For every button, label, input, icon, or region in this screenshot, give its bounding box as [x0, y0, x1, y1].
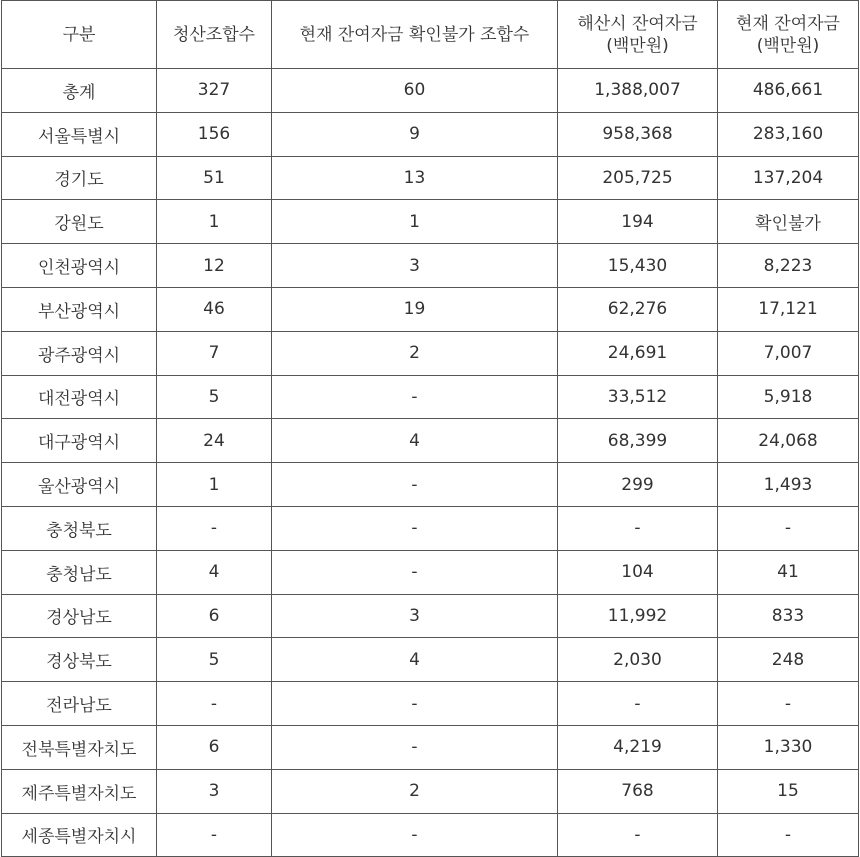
current-balance-cell: 833 [718, 594, 859, 638]
region-cell: 부산광역시 [2, 287, 157, 331]
region-cell: 경상남도 [2, 594, 157, 638]
liquidated-count-cell: - [157, 506, 272, 550]
dissolution-balance-cell: 1,388,007 [558, 69, 718, 113]
region-cell: 전라남도 [2, 682, 157, 726]
table-row [2, 769, 859, 813]
region-cell: 광주광역시 [2, 331, 157, 375]
current-balance-header-line: (백만원) [756, 35, 820, 56]
dissolution-balance-cell: 15,430 [558, 244, 718, 288]
region-cell: 전북특별자치도 [2, 725, 157, 769]
current-balance-cell: 1,330 [718, 725, 859, 769]
region-cell: 대구광역시 [2, 419, 157, 463]
current-balance-cell: 17,121 [718, 287, 859, 331]
unverified-count-cell: 2 [272, 331, 558, 375]
current-balance-cell: 확인불가 [718, 200, 859, 244]
table-row [2, 112, 859, 156]
current-balance-cell: 283,160 [718, 112, 859, 156]
dissolution-balance-cell: - [558, 506, 718, 550]
liquidated-count-cell: 51 [157, 156, 272, 200]
table-row [2, 375, 859, 419]
current-balance-cell: 15 [718, 769, 859, 813]
dissolution-balance-cell: 11,992 [558, 594, 718, 638]
dissolution-balance-cell: - [558, 813, 718, 857]
current-balance-cell: 8,223 [718, 244, 859, 288]
current-balance-cell: 7,007 [718, 331, 859, 375]
unverified-count-cell: - [272, 375, 558, 419]
current-balance-header [718, 1, 859, 69]
dissolution-balance-cell: - [558, 682, 718, 726]
table-body [2, 69, 859, 857]
table-row [2, 287, 859, 331]
liquidated-count-header [157, 1, 272, 69]
unverified-count-cell: 4 [272, 638, 558, 682]
current-balance-cell: 24,068 [718, 419, 859, 463]
region-cell: 충청남도 [2, 550, 157, 594]
dissolution-balance-cell: 62,276 [558, 287, 718, 331]
table-row [2, 638, 859, 682]
unverified-count-cell: 9 [272, 112, 558, 156]
table-row [2, 463, 859, 507]
liquidated-count-cell: 4 [157, 550, 272, 594]
region-cell: 서울특별시 [2, 112, 157, 156]
unverified-count-cell: - [272, 506, 558, 550]
current-balance-cell: - [718, 682, 859, 726]
region-cell: 경상북도 [2, 638, 157, 682]
dissolution-balance-header-line: (백만원) [606, 35, 669, 56]
liquidated-count-cell: 24 [157, 419, 272, 463]
liquidated-count-cell: 1 [157, 463, 272, 507]
unverified-count-cell: - [272, 813, 558, 857]
liquidated-count-cell: 6 [157, 725, 272, 769]
unverified-count-cell: 19 [272, 287, 558, 331]
dissolution-balance-cell: 24,691 [558, 331, 718, 375]
table-row [2, 813, 859, 857]
table-row [2, 419, 859, 463]
current-balance-cell: 5,918 [718, 375, 859, 419]
unverified-count-cell: 13 [272, 156, 558, 200]
current-balance-cell: 137,204 [718, 156, 859, 200]
unverified-count-cell: 1 [272, 200, 558, 244]
region-cell: 총계 [2, 69, 157, 113]
table-row [2, 550, 859, 594]
current-balance-cell: - [718, 813, 859, 857]
unverified-count-cell: - [272, 682, 558, 726]
dissolution-balance-header [558, 1, 718, 69]
table-row [2, 331, 859, 375]
liquidated-count-cell: 6 [157, 594, 272, 638]
liquidated-count-cell: 7 [157, 331, 272, 375]
table-row [2, 682, 859, 726]
region-cell: 인천광역시 [2, 244, 157, 288]
dissolution-balance-cell: 68,399 [558, 419, 718, 463]
dissolution-balance-cell: 104 [558, 550, 718, 594]
current-balance-cell: 248 [718, 638, 859, 682]
region-header-line: 구분 [62, 24, 96, 45]
current-balance-cell: 1,493 [718, 463, 859, 507]
unverified-count-cell: 3 [272, 244, 558, 288]
table-row [2, 244, 859, 288]
unverified-count-header [272, 1, 558, 69]
unverified-count-cell: - [272, 550, 558, 594]
unverified-count-cell: 3 [272, 594, 558, 638]
header-row [2, 1, 859, 69]
unverified-count-cell: - [272, 725, 558, 769]
liquidated-count-cell: 5 [157, 638, 272, 682]
liquidated-count-cell: - [157, 813, 272, 857]
table-row [2, 725, 859, 769]
dissolution-balance-cell: 958,368 [558, 112, 718, 156]
unverified-count-cell: - [272, 463, 558, 507]
liquidated-count-cell: 5 [157, 375, 272, 419]
table-row [2, 200, 859, 244]
liquidated-count-cell: 12 [157, 244, 272, 288]
dissolution-balance-cell: 768 [558, 769, 718, 813]
region-cell: 제주특별자치도 [2, 769, 157, 813]
liquidated-count-cell: 327 [157, 69, 272, 113]
region-cell: 강원도 [2, 200, 157, 244]
table-row [2, 506, 859, 550]
liquidated-count-cell: - [157, 682, 272, 726]
dissolution-balance-cell: 33,512 [558, 375, 718, 419]
region-cell: 충청북도 [2, 506, 157, 550]
table-row [2, 594, 859, 638]
current-balance-header-line: 현재 잔여자금 [736, 13, 840, 34]
unverified-count-cell: 60 [272, 69, 558, 113]
liquidated-count-header-line: 청산조합수 [172, 24, 256, 45]
unverified-count-cell: 4 [272, 419, 558, 463]
liquidated-count-cell: 3 [157, 769, 272, 813]
dissolution-balance-cell: 194 [558, 200, 718, 244]
liquidated-count-cell: 1 [157, 200, 272, 244]
region-cell: 경기도 [2, 156, 157, 200]
table-row [2, 156, 859, 200]
current-balance-cell: 486,661 [718, 69, 859, 113]
unverified-count-cell: 2 [272, 769, 558, 813]
dissolution-balance-cell: 4,219 [558, 725, 718, 769]
region-cell: 세종특별자치시 [2, 813, 157, 857]
liquidation-funds-table [1, 0, 859, 857]
dissolution-balance-header-line: 해산시 잔여자금 [577, 13, 698, 34]
region-cell: 울산광역시 [2, 463, 157, 507]
liquidated-count-cell: 156 [157, 112, 272, 156]
liquidated-count-cell: 46 [157, 287, 272, 331]
current-balance-cell: - [718, 506, 859, 550]
current-balance-cell: 41 [718, 550, 859, 594]
dissolution-balance-cell: 299 [558, 463, 718, 507]
dissolution-balance-cell: 205,725 [558, 156, 718, 200]
region-header [2, 1, 157, 69]
unverified-count-header-line: 현재 잔여자금 확인불가 조합수 [299, 24, 530, 45]
dissolution-balance-cell: 2,030 [558, 638, 718, 682]
region-cell: 대전광역시 [2, 375, 157, 419]
table-row [2, 69, 859, 113]
